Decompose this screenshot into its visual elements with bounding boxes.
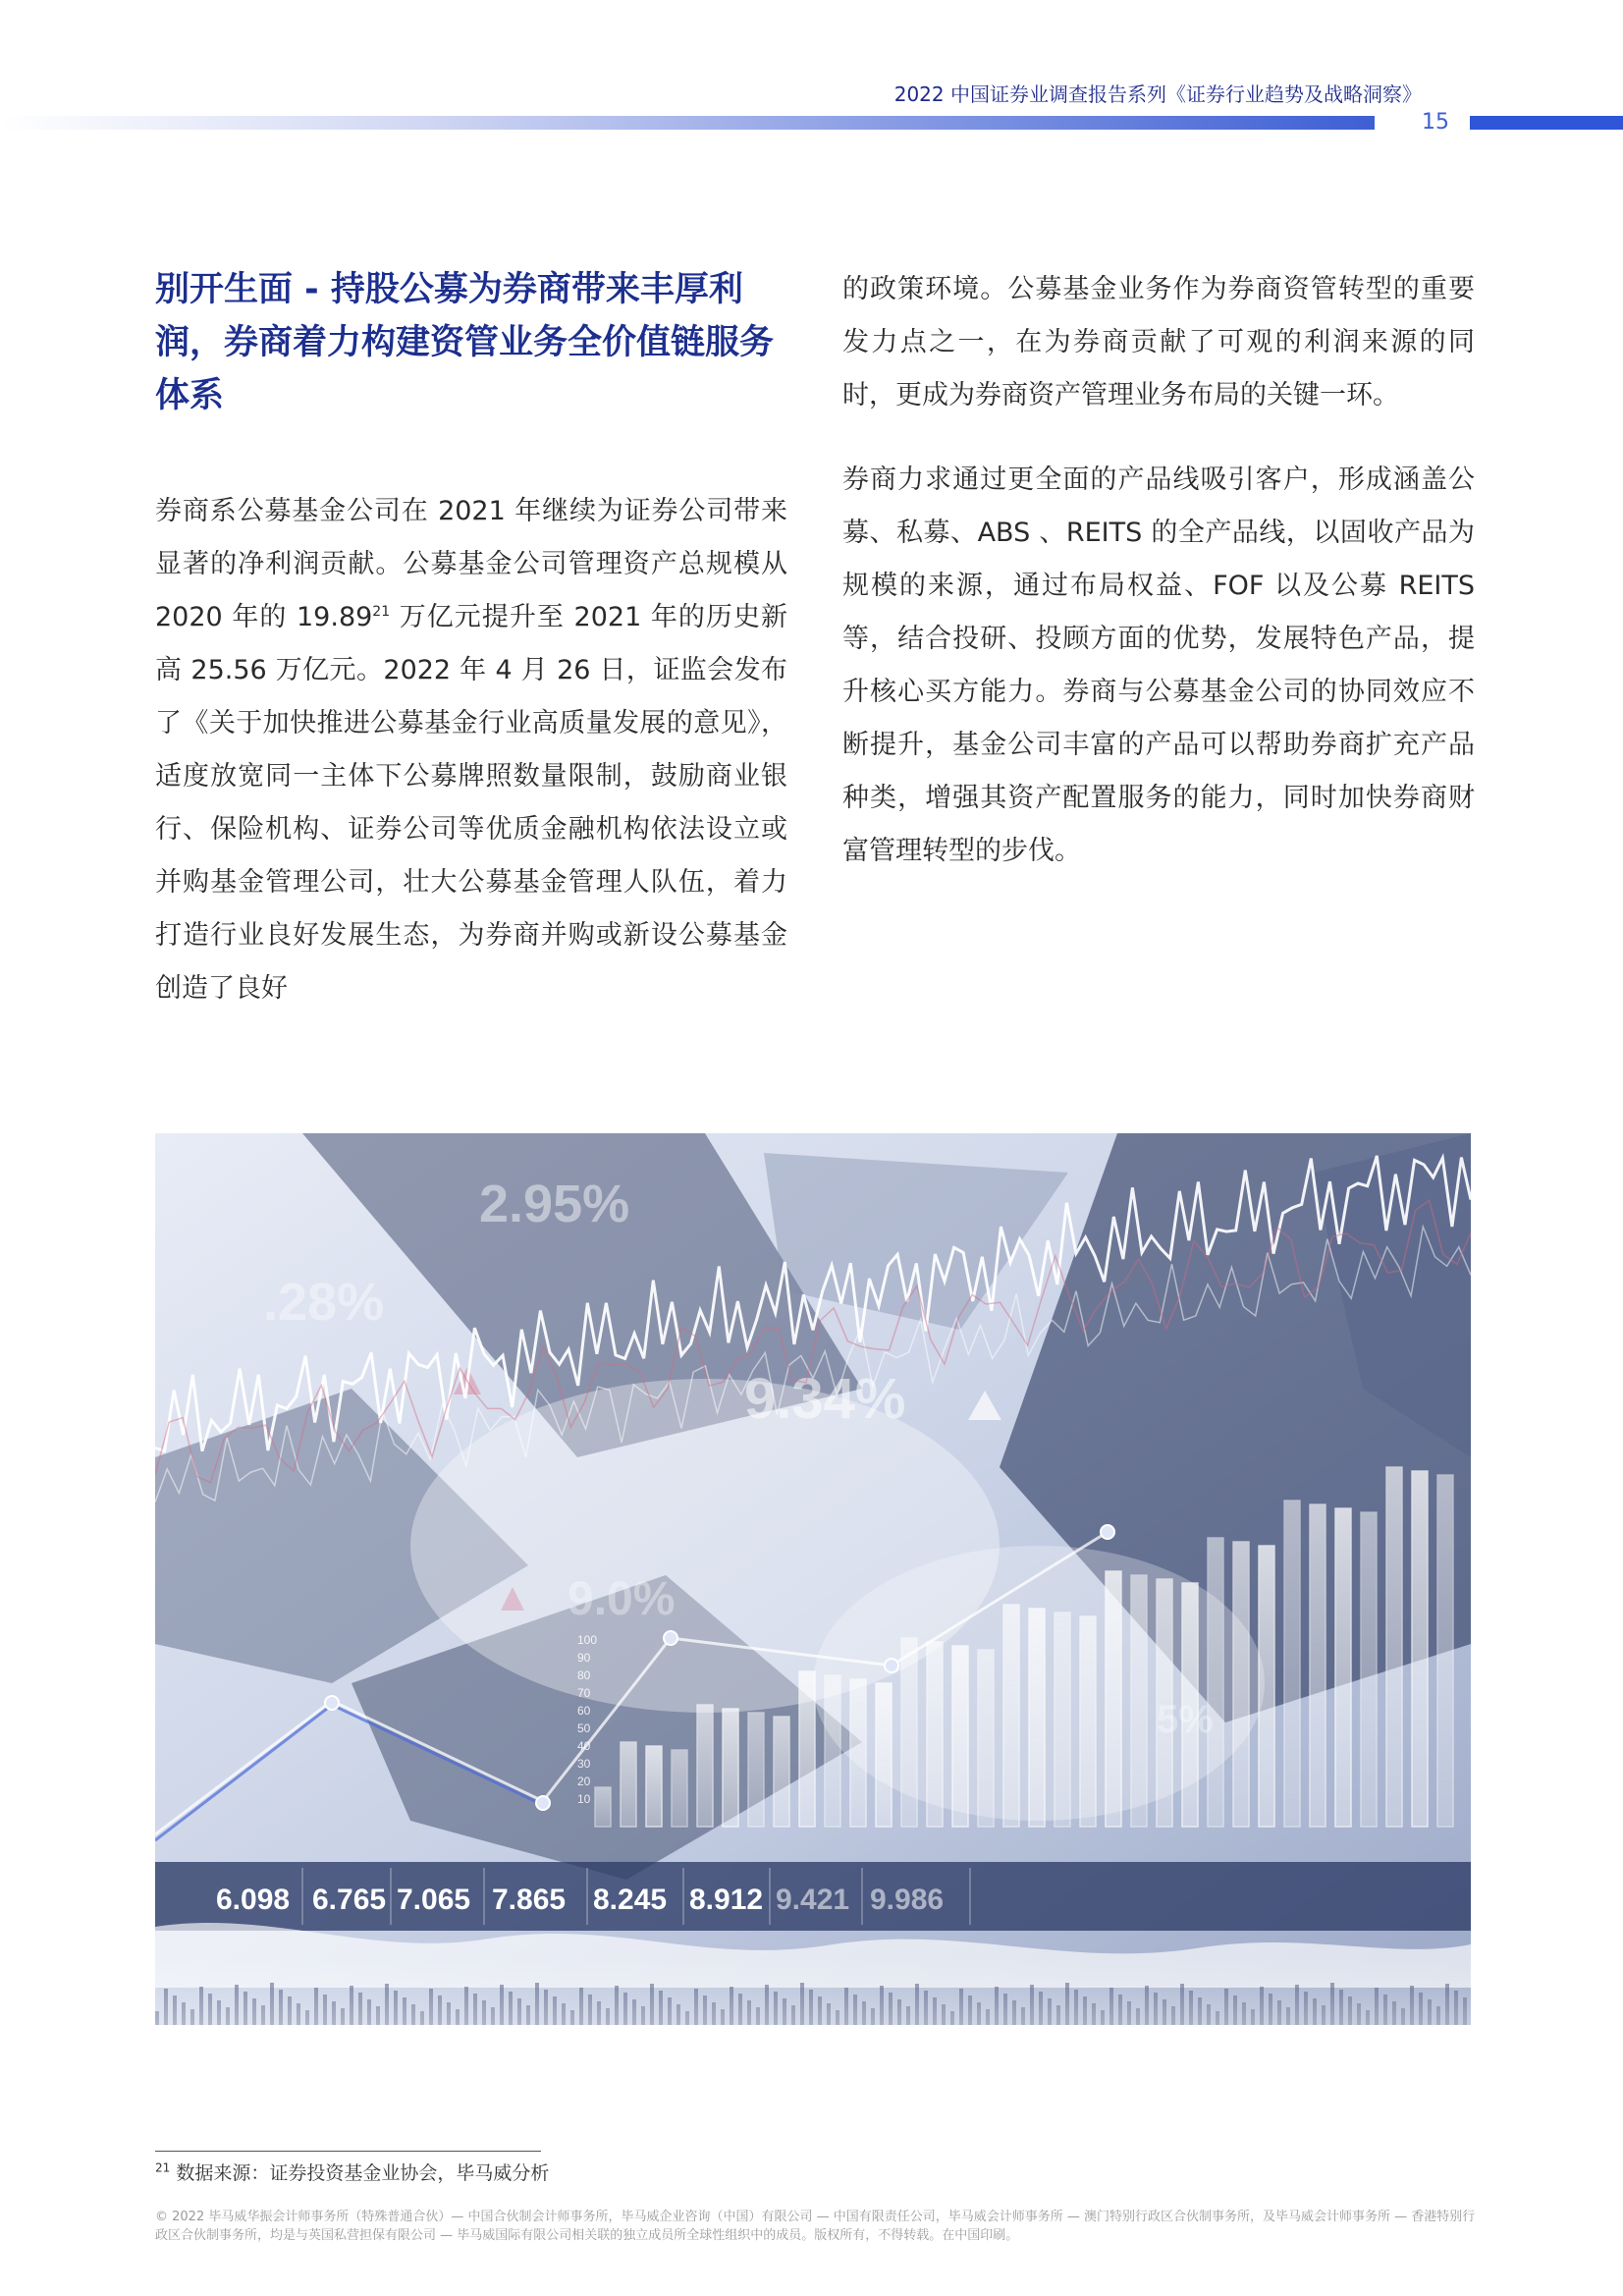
photo-bar: [1259, 1546, 1274, 1827]
photo-bar: [697, 1705, 713, 1827]
paragraph-1-text-a: 券商系公募基金公司在 2021 年继续为证券公司带来显著的净利润贡献。公募基金公司管理资产总规模从 2020 年的 19.89: [155, 496, 787, 632]
trend-point: [536, 1796, 550, 1810]
photo-bar: [646, 1746, 662, 1827]
photo-bar: [799, 1671, 815, 1827]
photo-bar: [723, 1709, 738, 1827]
faded-percent-label: 2.95%: [479, 1175, 630, 1233]
photo-bar: [876, 1683, 892, 1827]
photo-bar: [1284, 1501, 1300, 1827]
photo-bar: [621, 1742, 636, 1827]
ticker-value: 6.098: [216, 1884, 291, 1916]
mini-axis-label: 70: [577, 1686, 591, 1700]
footnote-ref[interactable]: 21: [372, 604, 391, 620]
trend-point: [1101, 1525, 1114, 1539]
faded-percent-label: 9.0%: [568, 1573, 676, 1625]
ticker-value: 7.865: [492, 1884, 567, 1916]
mini-axis-label: 30: [577, 1757, 591, 1771]
faded-percent-label: 9.34%: [744, 1367, 906, 1431]
ticker-value: 6.765: [312, 1884, 387, 1916]
header-gradient-band: [0, 116, 1375, 130]
photo-bar: [1335, 1508, 1351, 1827]
mini-axis-label: 10: [577, 1792, 591, 1806]
right-column: [842, 263, 1475, 878]
footnote: [155, 2159, 549, 2185]
photo-bar: [1412, 1471, 1428, 1827]
photo-bar: [825, 1675, 840, 1827]
page-number: 15: [1422, 110, 1449, 135]
ticker-value: 7.065: [397, 1884, 471, 1916]
trend-point: [325, 1696, 339, 1710]
photo-bar: [1003, 1605, 1019, 1827]
photo-bar: [1182, 1583, 1198, 1827]
photo-bar: [774, 1717, 789, 1827]
photo-bar: [1157, 1579, 1172, 1827]
mini-axis-label: 40: [577, 1739, 591, 1753]
photo-bar: [1106, 1571, 1121, 1827]
report-series-title: 2022 中国证券业调查报告系列《证券行业趋势及战略洞察》: [893, 82, 1422, 106]
photo-bar: [927, 1642, 943, 1827]
ticker-value: 8.912: [689, 1884, 764, 1916]
faded-percent-label: .28%: [263, 1273, 385, 1332]
paragraph-2: 券商力求通过更全面的产品线吸引客户，形成涵盖公募、私募、ABS 、REITS 的全产品线，以固收产品为规模的来源，通过布局权益、FOF 以及公募 REITS 等，结合投研、投顾方面的优势，发展特色产品，提升核心买方能力。券商与公募基金公司的协同效应不断提升，基金公司丰富的产品可以帮助券商扩充产品种类，增强其资产配置服务的能力，同时加快券商财富管理转型的步伐。: [842, 465, 1475, 866]
photo-bar: [1208, 1538, 1223, 1827]
photo-bar: [1080, 1616, 1096, 1827]
trend-point: [664, 1631, 677, 1645]
ticker-value: 9.421: [776, 1884, 850, 1916]
photo-bar: [978, 1650, 994, 1827]
photo-bar: [748, 1713, 764, 1827]
photo-bar: [1029, 1609, 1045, 1827]
photo-bar: [901, 1638, 917, 1827]
footnote-divider: [155, 2151, 541, 2152]
photo-bar: [595, 1787, 611, 1827]
paragraph-1-continued: 的政策环境。公募基金业务作为券商资管转型的重要发力点之一，在为券商贡献了可观的利润来源的同时，更成为券商资产管理业务布局的关键一环。: [842, 274, 1475, 410]
bottom-fade: [155, 1958, 1471, 2025]
paragraph-1: [155, 485, 787, 1015]
ticker-value: 9.986: [870, 1884, 945, 1916]
mini-axis-label: 50: [577, 1722, 591, 1735]
photo-bar: [1310, 1504, 1325, 1827]
photo-bar: [952, 1646, 968, 1827]
photo-bar: [1055, 1613, 1070, 1827]
photo-bar: [1131, 1575, 1147, 1827]
photo-bar: [1233, 1542, 1249, 1827]
photo-bar: [850, 1679, 866, 1827]
mini-axis-label: 100: [577, 1633, 598, 1647]
photo-bar: [1437, 1475, 1453, 1827]
photo-bar: [1361, 1512, 1377, 1827]
finance-stock-photo: [155, 1133, 1471, 2025]
paragraph-1-text-b: 万亿元提升至 2021 年的历史新高 25.56 万亿元。2022 年 4 月 26 日，证监会发布了《关于加快推进公募基金行业高质量发展的意见》，适度放宽同一主体下公募牌照数量限制，鼓励商业银行、保险机构、证券公司等优质金融机构依法设立或并购基金管理公司，壮大公募基金管理人队伍，着力打造行业良好发展生态，为券商并购或新设公募基金创造了良好: [155, 602, 787, 1004]
photo-bar: [672, 1750, 687, 1827]
trend-point: [885, 1659, 898, 1672]
ticker-value: 8.245: [593, 1884, 668, 1916]
left-column: [155, 263, 787, 1015]
mini-axis-label: 60: [577, 1704, 591, 1718]
header-accent-bar: [1470, 116, 1623, 130]
footnote-text: 数据来源：证券投资基金业协会，毕马威分析: [176, 2162, 550, 2184]
mini-axis-label: 20: [577, 1775, 591, 1788]
mini-axis-label: 80: [577, 1668, 591, 1682]
footnote-number: 21: [155, 2160, 171, 2175]
mini-axis-label: 90: [577, 1651, 591, 1665]
copyright-notice: © 2022 毕马威华振会计师事务所（特殊普通合伙）— 中国合伙制会计师事务所，毕马威企业咨询（中国）有限公司 — 中国有限责任公司，毕马威会计师事务所 — 澳门特别行政区合伙制事务所，及毕马威会计师事务所 — 香港特别行政区合伙制事务所，均是与英国私营担保有限公司 — 毕马威国际有限公司相关联的独立成员所全球性组织中的成员。版权所有，不得转载。在中国印刷。: [155, 2210, 1476, 2243]
photo-bar: [1386, 1467, 1402, 1827]
section-heading: 别开生面 - 持股公募为券商带来丰厚利润，券商着力构建资管业务全价值链服务体系: [155, 270, 775, 415]
